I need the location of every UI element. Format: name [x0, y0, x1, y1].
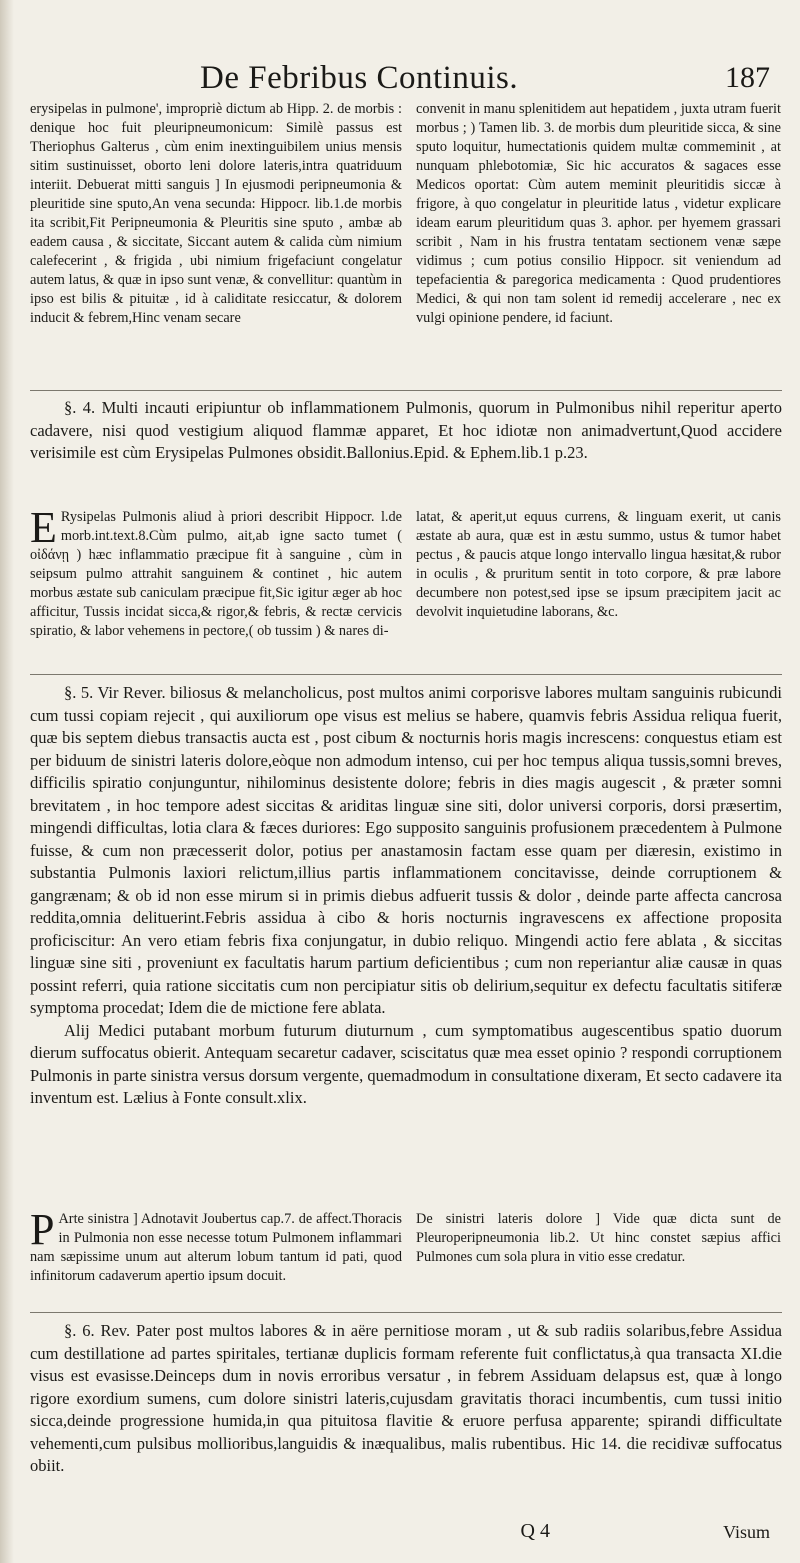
- commentary-text: convenit in manu splenitidem aut hepatidem , juxta utram fuerit morbus ; ) Tamen lib. 3. de morbis dum pleuritide sicca, & sine sputo loquitur, humectationis quidem multæ commeminit , at nunquam phlebotomiæ, Sic hic accuratos & sagaces esse Medicos oportat: Cùm autem meminit pleuritidis siccæ à frigore, à quo congelatur in pleuritide latus , videtur explicare ideam earum pleuritidum quas 3. aphor. per hyemem grassari scribit , Nam in his frustra tentatam sectionem venæ sæpe vidimus ; cum potius consilio Hippocr. sit veniendum ad tepefacientia & paregorica medicamenta : Quod prudentiores Medici, & qui non tam solent id remedij accelerare , nec ex vulgi opinione pendere, id faciunt.: [416, 101, 781, 326]
- commentary-body: Rysipelas Pulmonis aliud à priori describit Hippocr. l.de morb.int.text.8.Cùm pulmo, ait,ab igne sacto tumet ( οἰδάνῃ ) hæc inflammatio præcipue fit à sanguine , cùm in seipsum pulmo attrahit sanguinem & continet , hic autem morbus æstate sub caniculam præcipue fit,Sic igitur æger ab hoc afficitur, Tussis incidat sicca,& rigor,& febris, & rectæ cervicis spiratio, & labor vehemens in pectore,( ob tussim ) & nares di-: [30, 509, 402, 639]
- page-number: 187: [725, 61, 770, 94]
- running-title: De Febribus Continuis.: [200, 60, 519, 96]
- section-5: [30, 682, 782, 1110]
- section-divider: [30, 390, 782, 391]
- section-divider: [30, 1312, 782, 1313]
- commentary-text: [30, 1205, 402, 1286]
- commentary-right-column-3: [416, 1210, 781, 1267]
- page-gutter-shadow: [0, 0, 14, 1563]
- commentary-body: Arte sinistra ] Adnotavit Joubertus cap.7. de affect.Thoracis in Pulmonia non esse necesse totum Pulmonem inflammari nam sæpissime unum aut alterum lobum tantum id pati, quod infinitorum cadaverum apertio ipsum docuit.: [30, 1211, 402, 1284]
- commentary-text: latat, & aperit,ut equus currens, & linguam exerit, ut canis æstate ab aura, quæ est in æstu summo, ustus & tumor habet pectus , & paucis atque longo intervallo lingua hæsitat,& rubor in oculis , & pruritum sentit in toto corpore, & præ labore decumbere non potest,sed ipse se ipsum præcipitem jacit ac devolvit inquietudine laborans, &c.: [416, 509, 781, 620]
- section-4: [30, 397, 782, 465]
- commentary-text: [30, 503, 402, 641]
- commentary-text: erysipelas in pulmone', impropriè dictum ab Hipp. 2. de morbis : denique hoc fuit pleuripneumonicum: Similè passus est Theriophus Galterus , cùm enim inextinguibilem unius mensis sitim sustinuisset, oborto leni dolore lateris,intra quatriduum interiit. Debuerat mitti sanguis ] In ejusmodi peripneumonia & pleuritide sine sputo,An vena secunda: Hippocr. lib.1.de morbis ita scribit,Fit Peripneumonia & Pleuritis sine sputo , ambæ ab eadem causa , & siccitate, Siccant autem & calida cùm nimium calefecerint , & frigida , ubi nimium frigefaciunt congelatur autem latus, & quæ in ipso sunt venæ, & convellitur: quantùm in ipso est bilis & pituitæ , id à caliditate resiccatur, & dolorem inducit & febrem,Hinc venam secare: [30, 101, 402, 326]
- commentary-left-column-1: [30, 100, 402, 328]
- commentary-right-column-2: [416, 508, 781, 622]
- section-5-paragraph-1: §. 5. Vir Rever. biliosus & melancholicus, post multos animi corporisve labores multam sanguinis rubicundi cum tussi copiam rejecit , qui auxiliorum ope visus est melius se habere, quamvis febris Assidua reliqua fuerit, quæ bis septem diebus transactis aucta est , post cibum & nocturnis horis magis increscens: conquestus etiam est per biduum de sinistri lateris dolore,eòque non admodum intenso, cui per hoc tempus aliqua tussis,somni breves, difficilis spiratio conjunguntur, nihilominus desistente dolore; febris in dies magis augescit , & præter somni brevitatem , in hoc tempore adest siccitas & ariditas linguæ sine siti, dolor universi corporis, dorsi præsertim, mingendi difficultas, lotia clara & fæces duriores: Ego supposito sanguinis profusionem præcedentem à Pulmone fuisse, & cum non præcesserit dolor, potius per anastamosin factam esse quam per diæresin, existimo in substantia Pulmonis laxiori relictum,illius partis inflammationem concitavisse, deinde corruptionem & gangrænam; & ob id non esse mirum si in primis diebus adfuerit tussis & dolor , deinde parte affecta cancrosa reddita,omnia delituerint.Febris assidua à cibo & horis nocturnis ingravescens ex affectione proposita proficiscitur: An vero etiam febris fixa conjungatur, in dubio reliquo. Mingendi actio fere ablata , & siccitas linguæ sine siti , proveniunt ex facultatis harum partium deficientibus ; cum non reperiantur aliæ causæ in quas possint referri, quia ratione siccitatis cum non percipiatur sitis ob delirium,sequitur ex defectu facultatis sitiferæ symptoma procedat; Idem die de mictione fere ablata.: [30, 683, 782, 1017]
- commentary-right-column-1: [416, 100, 781, 328]
- commentary-left-column-2: [30, 503, 402, 641]
- drop-cap: P: [30, 1205, 55, 1254]
- commentary-text: De sinistri lateris dolore ] Vide quæ dicta sunt de Pleuroperipneumonia lib.2. Ut hinc constet sæpius affici Pulmones cum sola plura in vitio esse credatur.: [416, 1211, 781, 1265]
- section-divider: [30, 674, 782, 675]
- signature-mark: Q 4: [520, 1520, 550, 1542]
- catchword: Visum: [723, 1522, 770, 1542]
- section-5-paragraph-2: Alij Medici putabant morbum futurum diuturnum , cum symptomatibus augescentibus spatio duorum dierum suffocatus obierit. Antequam secaretur cadaver, sciscitatus quæ mea esset opinio ? respondi corruptionem Pulmonis in parte sinistra versus dorsum vergente, quemadmodum in consultatione dixeram, Et secto cadavere ita inventum est. Lælius à Fonte consult.xlix.: [30, 1020, 782, 1107]
- section-6: [30, 1320, 782, 1478]
- commentary-left-column-3: [30, 1205, 402, 1286]
- section-6-text: §. 6. Rev. Pater post multos labores & in aëre pernitiose moram , ut & sub radiis solaribus,febre Assidua cum destillatione ad partes spiritales, tertianæ duplicis formam referente fuit conflictatus,à qua transacta XI.die visus est evasisse.Deinceps dum in novis erroribus versatur , in febrem Assiduam delapsus est, quæ à longo rigore exordium sumens, cum dolore sinistri lateris,cujusdam gravitatis thoraci incumbentis, cum tussi initio sicca,deinde progressione humida,in qua pituitosa flavitie & eruore perfusa apparente; spirandi difficultate vehementi,cum pulsibus mollioribus,languidis & inæqualibus, malis rubentibus. Hic 14. die recidivæ suffocatus obiit.: [30, 1321, 782, 1475]
- drop-cap: E: [30, 503, 57, 552]
- section-4-text: §. 4. Multi incauti eripiuntur ob inflammationem Pulmonis, quorum in Pulmonibus nihil reperitur aperto cadavere, nisi quod vestigium aliquod flammæ apparet, Et hoc idiotæ non animadvertunt,Quod accidere verisimile est cùm Erysipelas Pulmones obsidit.Ballonius.Epid. & Ephem.lib.1 p.23.: [30, 398, 782, 462]
